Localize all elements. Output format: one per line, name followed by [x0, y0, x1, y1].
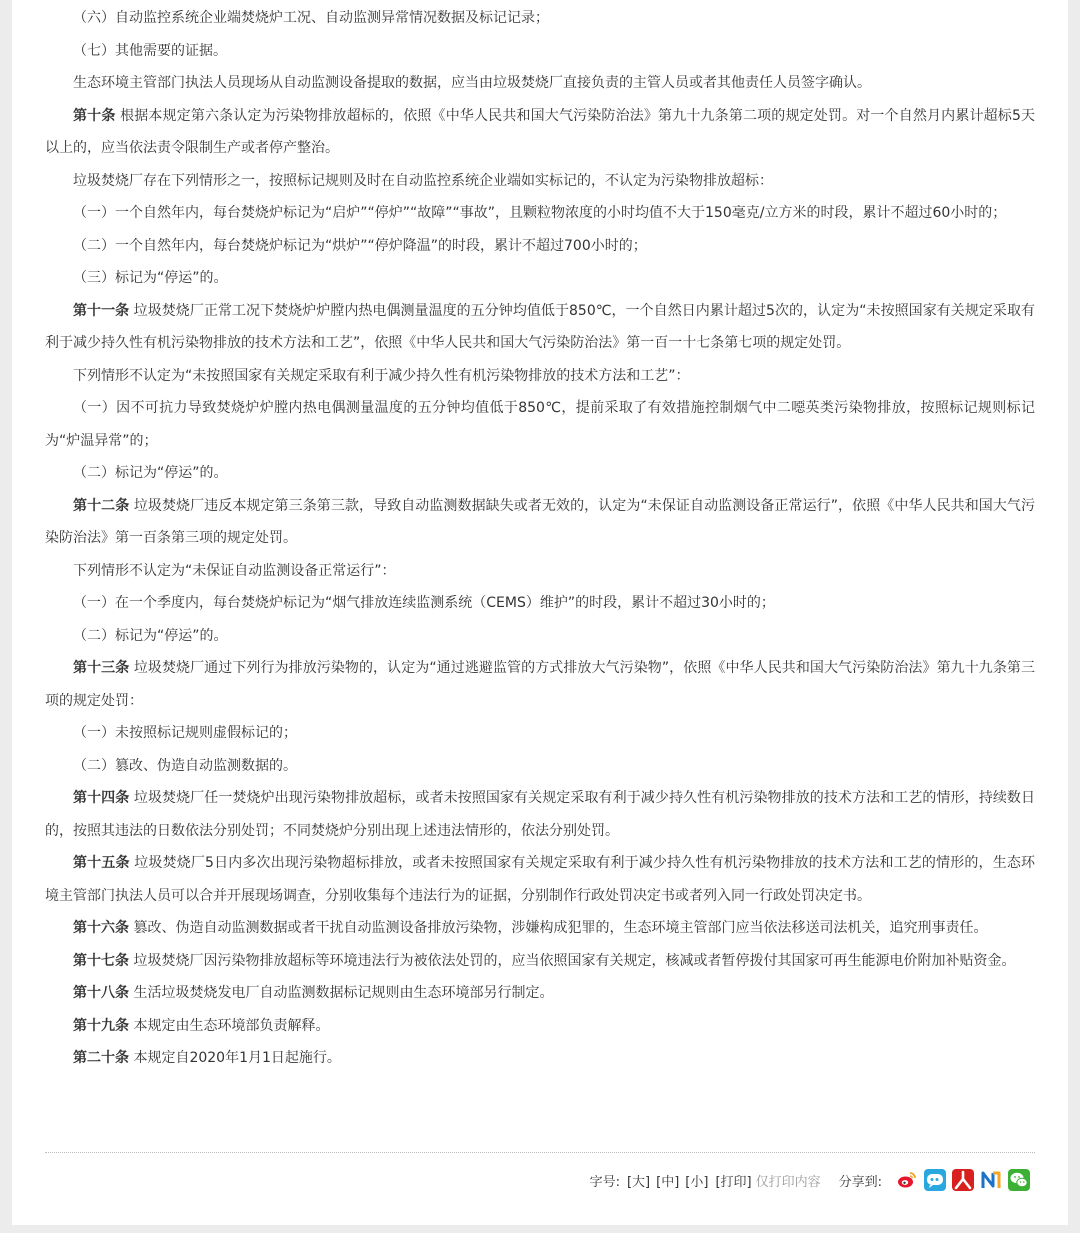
article-number: 第十三条 — [73, 660, 130, 676]
paragraph-text: 下列情形不认定为“未按照国家有关规定采取有利于减少持久性有机污染物排放的技术方法和工艺”： — [73, 367, 690, 384]
font-size-medium-link[interactable]: [中] — [656, 1174, 680, 1190]
paragraph — [45, 912, 1035, 945]
paragraph — [45, 555, 1035, 588]
paragraph-text: 垃圾焚烧厂正常工况下焚烧炉炉膛内热电偶测量温度的五分钟均值低于850℃，一个自然日内累计超过5次的，认定为“未按照国家有关规定采取有利于减少持久性有机污染物排放的技术方法和工艺”，依照《中华人民共和国大气污染防治法》第一百一十七条第七项的规定处罚。 — [45, 302, 1036, 351]
article-page — [12, 0, 1068, 1225]
print-content-only-link[interactable]: 仅打印内容 — [755, 1174, 821, 1190]
paragraph-text: 垃圾焚烧厂通过下列行为排放污染物的，认定为“通过逃避监管的方式排放大气污染物”，依照《中华人民共和国大气污染防治法》第九十九条第三项的规定处罚： — [45, 660, 1036, 709]
paragraph — [45, 652, 1035, 717]
paragraph-text: （二）标记为“停运”的。 — [73, 465, 228, 481]
paragraph — [45, 392, 1035, 457]
paragraph-text: 垃圾焚烧厂因污染物排放超标等环境违法行为被依法处罚的，应当依照国家有关规定，核减或者暂停拨付其国家可再生能源电价附加补贴资金。 — [129, 952, 1016, 969]
article-toolbar — [590, 1164, 1030, 1196]
qq-icon[interactable] — [924, 1169, 946, 1191]
paragraph — [45, 587, 1035, 620]
paragraph — [45, 750, 1035, 783]
paragraph — [45, 35, 1035, 68]
paragraph — [45, 1042, 1035, 1075]
paragraph — [45, 847, 1035, 912]
article-number: 第十条 — [73, 107, 116, 124]
paragraph — [45, 295, 1035, 360]
paragraph-text: （一）未按照标记规则虚假标记的； — [73, 725, 297, 741]
article-number: 第十八条 — [73, 985, 129, 1001]
paragraph-text: 篡改、伪造自动监测数据或者干扰自动监测设备排放污染物，涉嫌构成犯罪的，生态环境主管部门应当依法移送司法机关，追究刑事责任。 — [129, 920, 988, 936]
paragraph-text: 生活垃圾焚烧发电厂自动监测数据标记规则由生态环境部另行制定。 — [129, 985, 554, 1001]
article-number: 第十四条 — [73, 790, 130, 806]
paragraph — [45, 945, 1035, 978]
paragraph — [45, 360, 1035, 393]
paragraph-text: （一）一个自然年内，每台焚烧炉标记为“启炉”“停炉”“故障”“事故”，且颗粒物浓度的小时均值不大于150毫克/立方米的时段，累计不超过60小时的； — [73, 205, 1007, 221]
paragraph-text: 垃圾焚烧厂任一焚烧炉出现污染物排放超标，或者未按照国家有关规定采取有利于减少持久性有机污染物排放的技术方法和工艺的情形，持续数日的，按照其违法的日数依法分别处罚；不同焚烧炉分别出现上述违法情形的，依法分别处罚。 — [45, 790, 1035, 839]
paragraph-text: （二）标记为“停运”的。 — [73, 627, 228, 644]
paragraph-text: （三）标记为“停运”的。 — [73, 270, 228, 286]
paragraph — [45, 457, 1035, 490]
article-number: 第十七条 — [73, 952, 129, 969]
renren-icon[interactable] — [952, 1169, 974, 1191]
print-link[interactable]: [打印] — [715, 1174, 752, 1190]
paragraph-text: （六）自动监控系统企业端焚烧炉工况、自动监测异常情况数据及标记记录； — [73, 10, 549, 26]
article-number: 第十六条 — [73, 920, 129, 936]
paragraph-text: 本规定由生态环境部负责解释。 — [129, 1017, 330, 1034]
paragraph-text: （七）其他需要的证据。 — [73, 42, 227, 59]
paragraph — [45, 100, 1035, 165]
article-number: 第二十条 — [73, 1050, 129, 1066]
paragraph — [45, 230, 1035, 263]
paragraph — [45, 782, 1035, 847]
font-size-label: 字号: — [589, 1174, 620, 1190]
paragraph-text: （一）在一个季度内，每台焚烧炉标记为“烟气排放连续监测系统（CEMS）维护”的时段，累计不超过30小时的； — [73, 595, 775, 611]
paragraph — [45, 490, 1035, 555]
dotted-divider — [45, 1152, 1035, 1153]
paragraph — [45, 717, 1035, 750]
paragraph — [45, 197, 1035, 230]
paragraph — [45, 165, 1035, 198]
article-number: 第十一条 — [73, 302, 130, 319]
wechat-icon[interactable] — [1008, 1169, 1030, 1191]
weibo-icon[interactable] — [896, 1169, 918, 1191]
paragraph-text: （二）篡改、伪造自动监测数据的。 — [73, 757, 297, 774]
paragraph-text: 根据本规定第六条认定为污染物排放超标的，依照《中华人民共和国大气污染防治法》第九十九条第二项的规定处罚。对一个自然月内累计超标5天以上的，应当依法责令限制生产或者停产整治。 — [45, 107, 1036, 156]
article-body — [45, 2, 1035, 1075]
paragraph — [45, 620, 1035, 653]
paragraph-text: 垃圾焚烧厂5日内多次出现污染物超标排放，或者未按照国家有关规定采取有利于减少持久性有机污染物排放的技术方法和工艺的情形的，生态环境主管部门执法人员可以合并开展现场调查，分别收集每个违法行为的证据，分别制作行政处罚决定书或者列入同一行政处罚决定书。 — [45, 855, 1036, 904]
paragraph-text: 生态环境主管部门执法人员现场从自动监测设备提取的数据，应当由垃圾焚烧厂直接负责的主管人员或者其他责任人员签字确认。 — [73, 75, 871, 91]
paragraph-text: 垃圾焚烧厂存在下列情形之一，按照标记规则及时在自动监控系统企业端如实标记的，不认定为污染物排放超标： — [73, 172, 773, 189]
article-number: 第十五条 — [73, 855, 130, 871]
font-size-small-link[interactable]: [小] — [685, 1174, 709, 1190]
netease-icon[interactable] — [980, 1169, 1002, 1191]
paragraph-text: 垃圾焚烧厂违反本规定第三条第三款，导致自动监测数据缺失或者无效的，认定为“未保证自动监测设备正常运行”，依照《中华人民共和国大气污染防治法》第一百条第三项的规定处罚。 — [45, 497, 1036, 546]
share-label: 分享到: — [838, 1174, 882, 1190]
paragraph-text: （二）一个自然年内，每台焚烧炉标记为“烘炉”“停炉降温”的时段，累计不超过700小时的； — [73, 237, 647, 254]
paragraph-text: 下列情形不认定为“未保证自动监测设备正常运行”： — [73, 562, 396, 579]
paragraph — [45, 262, 1035, 295]
paragraph — [45, 1010, 1035, 1043]
paragraph — [45, 977, 1035, 1010]
font-size-large-link[interactable]: [大] — [626, 1174, 651, 1190]
paragraph — [45, 67, 1035, 100]
paragraph-text: 本规定自2020年1月1日起施行。 — [129, 1050, 341, 1066]
article-number: 第十九条 — [73, 1017, 129, 1034]
paragraph — [45, 2, 1035, 35]
paragraph-text: （一）因不可抗力导致焚烧炉炉膛内热电偶测量温度的五分钟均值低于850℃，提前采取了有效措施控制烟气中二噁英类污染物排放，按照标记规则标记为“炉温异常”的； — [45, 400, 1035, 449]
article-number: 第十二条 — [73, 497, 130, 514]
